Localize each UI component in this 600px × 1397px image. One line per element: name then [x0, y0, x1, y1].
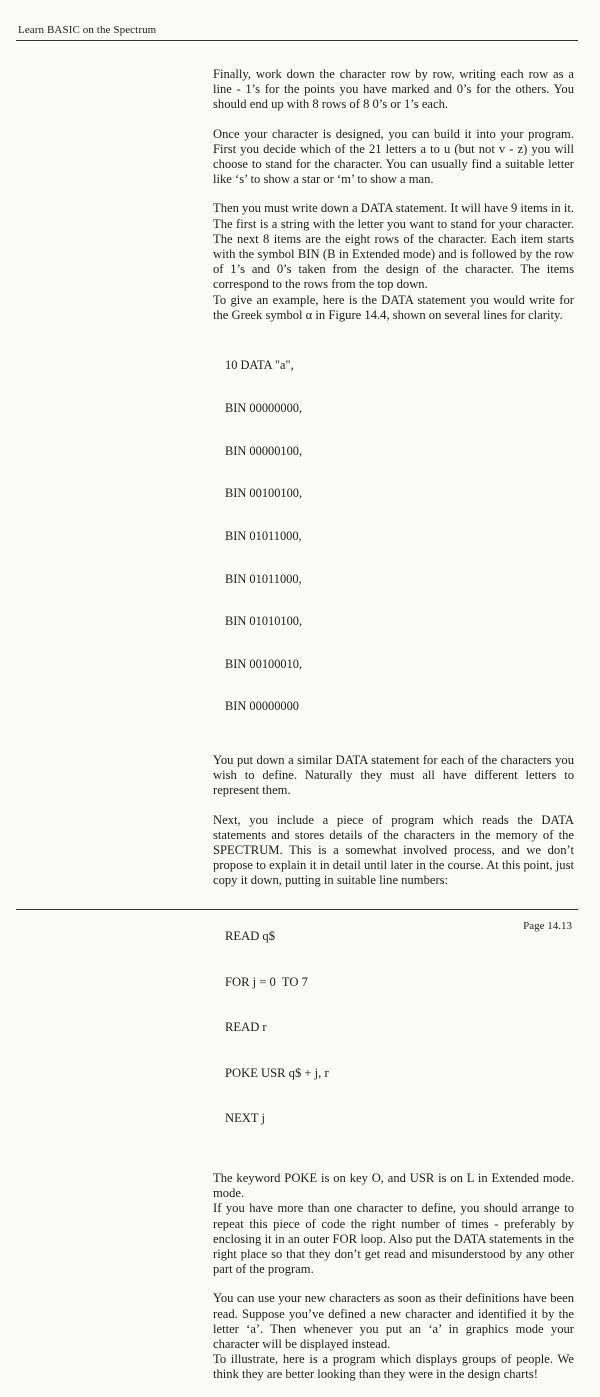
code-line: BIN 01011000,: [225, 528, 302, 543]
header-rule: [16, 40, 578, 41]
paragraph-7: The keyword POKE is on key O, and USR is on L in Extended mode. mode.: [213, 1171, 574, 1201]
running-head: Learn BASIC on the Spectrum: [18, 24, 157, 36]
paragraph-9: You can use your new characters as soon as their definitions have been read. Suppose you’ve defined a new character and identified it by the letter ‘a’. Then whenever you put an ‘a’ in graphics mode your character will be displayed instead.: [213, 1291, 574, 1352]
code-line: BIN 00000000: [225, 699, 299, 714]
paragraph-3: Then you must write down a DATA statement. It will have 9 items in it. The first is a string with the letter you want to stand for your character. The next 8 items are the eight rows of the character. Each item starts with the symbol BIN (B in Extended mode) and is followed by the row of 1’s and 0’s taken from the design of the character. The items correspond to the rows from the top down.: [213, 201, 574, 292]
code-line: BIN 01010100,: [225, 614, 303, 629]
paragraph-2: Once your character is designed, you can build it into your program. First you decide which of the 21 letters a to u (but not v - z) you will choose to stand for the character. You can usually find a suitable letter like ‘s’ to show a star or ‘m’ to show a man.: [213, 126, 574, 187]
page-number: Page 14.13: [523, 920, 572, 932]
code-line: 10 DATA "a",: [225, 358, 294, 373]
program-line: READ q$: [225, 928, 276, 943]
paragraph-1: Finally, work down the character row by row, writing each row as a line - 1’s for the points you have marked and 0’s for the others. You should end up with 8 rows of 8 0’s or 1’s each.: [213, 67, 574, 112]
program-line: FOR j = 0 TO 7: [225, 974, 308, 989]
paragraph-6: Next, you include a piece of program which reads the DATA statements and stores details of the characters in the memory of the SPECTRUM. This is a somewhat involved process, and we don’t propose to explain it in detail until later in the course. At this point, just copy it down, putting in suitable line numbers:: [213, 812, 574, 888]
code-line: BIN 00000100,: [225, 443, 303, 458]
data-statement-listing: [225, 330, 574, 742]
code-line: BIN 01011000,: [225, 571, 302, 586]
paragraph-10: To illustrate, here is a program which displays groups of people. We think they are better looking than they were in the design charts!: [213, 1352, 574, 1382]
program-line: POKE USR q$ + j, r: [225, 1065, 329, 1080]
program-listing: [225, 899, 574, 1157]
footer-rule: [16, 909, 578, 910]
paragraph-5: You put down a similar DATA statement for each of the characters you wish to define. Naturally they must all have different letters to represent them.: [213, 752, 574, 798]
program-line: NEXT j: [225, 1111, 265, 1126]
code-line: BIN 00100010,: [225, 656, 303, 671]
paragraph-4: To give an example, here is the DATA statement you would write for the Greek symbol α in Figure 14.4, shown on several lines for clarity.: [213, 292, 574, 322]
code-line: BIN 00000000,: [225, 401, 303, 416]
program-line: READ r: [225, 1020, 267, 1035]
paragraph-8: If you have more than one character to define, you should arrange to repeat this piece of code the right number of times - preferably by enclosing it in an outer FOR loop. Also put the DATA statements in the right place so that they don’t get read and misunderstood by any other part of the program.: [213, 1201, 574, 1277]
body-text: [213, 67, 574, 1397]
code-line: BIN 00100100,: [225, 486, 303, 501]
